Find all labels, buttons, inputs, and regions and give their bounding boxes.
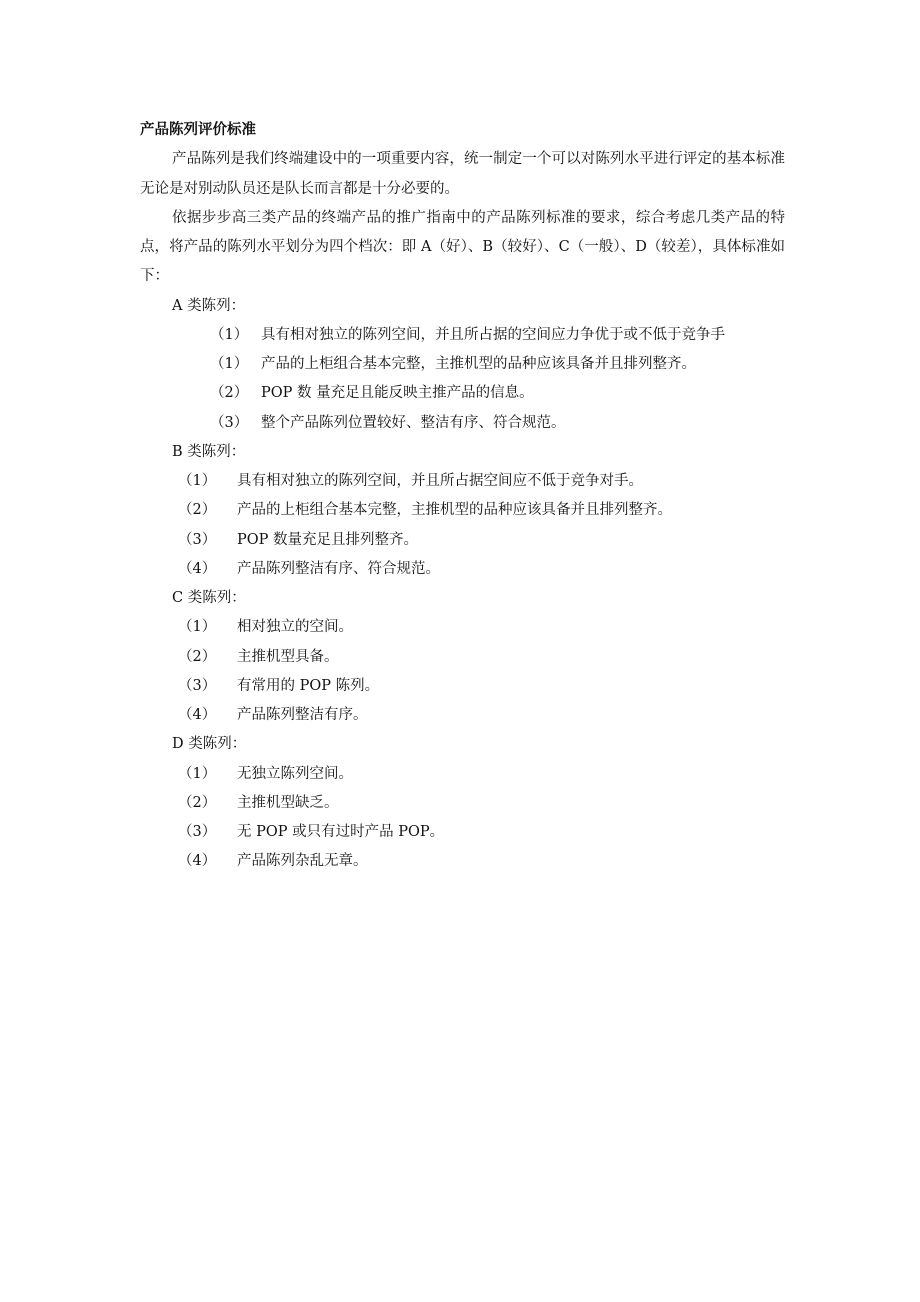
item-text: 产品陈列整洁有序、符合规范。 (237, 560, 440, 577)
item-number: （1） (178, 473, 217, 489)
item-text: 产品陈列杂乱无章。 (237, 853, 368, 870)
list-item (140, 321, 785, 350)
item-text: 具有相对独立的陈列空间，并且所占据空间应不低于竞争对手。 (237, 473, 643, 489)
item-text: 主推机型缺乏。 (237, 794, 339, 811)
list-item (140, 496, 785, 525)
item-number: （3） (178, 677, 217, 694)
item-number: （3） (210, 414, 249, 431)
list-item (140, 789, 785, 818)
list-item (140, 379, 785, 408)
item-text: 主推机型具备。 (237, 648, 339, 665)
item-number: （1） (210, 326, 249, 343)
section-heading-d: D 类陈列： (172, 736, 247, 753)
item-text: 产品陈列整洁有序。 (237, 707, 368, 723)
item-text: POP 数量充足且排列整齐。 (237, 531, 419, 548)
item-number: （4） (178, 853, 217, 870)
list-item (140, 350, 785, 379)
criteria-paragraph: 依据步步高三类产品的终端产品的推广指南中的产品陈列标准的要求，综合考虑几类产品的特点，将产品的陈列水平划分为四个档次：即 A（好）、B（较好）、C（一般）、D（较差），具体标准如下： (140, 209, 785, 285)
item-text: 产品的上柜组合基本完整，主推机型的品种应该具备并且排列整齐。 (237, 502, 672, 519)
item-text: POP 数 量充足且能反映主推产品的信息。 (261, 385, 534, 402)
section-heading-a: A 类陈列： (172, 297, 246, 314)
section-heading-b: B 类陈列： (172, 443, 246, 460)
item-text: 整个产品陈列位置较好、整洁有序、符合规范。 (261, 414, 566, 431)
list-item (140, 672, 785, 701)
list-item (140, 526, 785, 555)
list-item (140, 409, 785, 438)
list-item (140, 467, 785, 496)
item-number: （2） (210, 385, 249, 402)
item-number: （2） (178, 794, 217, 811)
list-item (140, 613, 785, 642)
item-number: （3） (178, 824, 217, 840)
list-item (140, 555, 785, 584)
item-number: （1） (178, 765, 217, 782)
list-item (140, 847, 785, 876)
item-text: 无独立陈列空间。 (237, 765, 353, 782)
item-number: （2） (178, 502, 217, 519)
item-text: 相对独立的空间。 (237, 619, 353, 636)
item-number: （1） (178, 619, 217, 636)
item-number: （4） (178, 707, 217, 723)
item-text: 产品的上柜组合基本完整，主推机型的品种应该具备并且排列整齐。 (261, 356, 696, 372)
item-number: （3） (178, 531, 217, 548)
list-item (140, 701, 785, 730)
sections (140, 292, 785, 877)
item-number: （1） (210, 356, 249, 372)
item-number: （2） (178, 648, 217, 665)
item-text: 有常用的 POP 陈列。 (237, 677, 380, 694)
item-text: 具有相对独立的陈列空间，并且所占据的空间应力争优于或不低于竞争手 (261, 326, 725, 343)
list-item (140, 760, 785, 789)
list-item (140, 643, 785, 672)
item-text: 无 POP 或只有过时产品 POP。 (237, 824, 445, 840)
list-item (140, 818, 785, 847)
intro-paragraph: 产品陈列是我们终端建设中的一项重要内容，统一制定一个可以对陈列水平进行评定的基本标准无论是对别动队员还是队长而言都是十分必要的。 (140, 151, 785, 197)
document-title: 产品陈列评价标准 (140, 122, 256, 138)
document-body (140, 116, 785, 877)
section-heading-c: C 类陈列： (172, 590, 246, 606)
item-number: （4） (178, 560, 217, 577)
